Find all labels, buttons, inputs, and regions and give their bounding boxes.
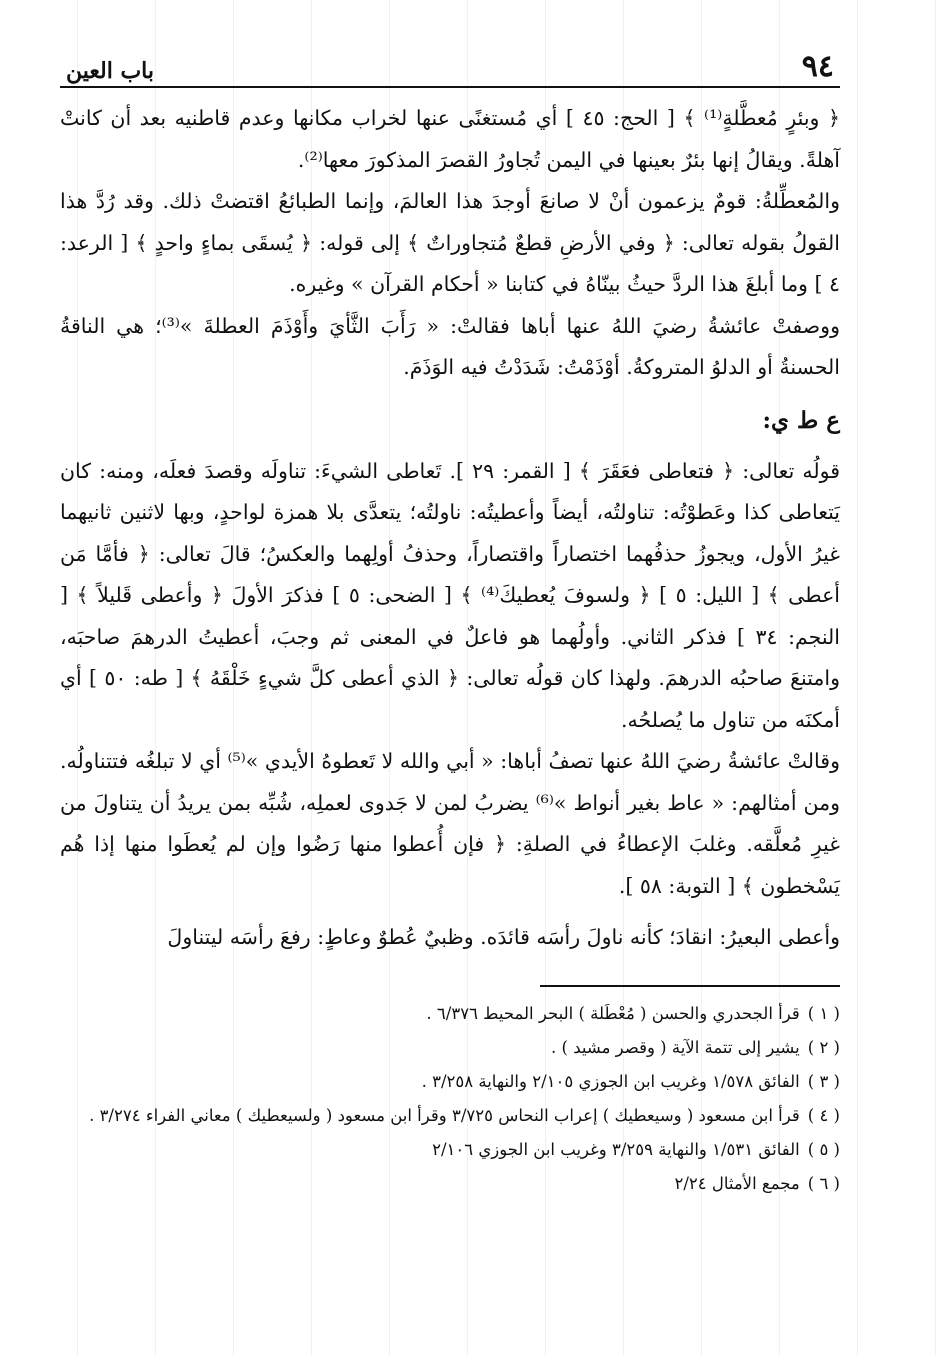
footnote-text: قرأ ابن مسعود ( وسيعطيك ) إعراب النحاس ٣/٧٢٥ وقرأ ابن مسعود ( ولسيعطيك ) معاني الفراء ٣/٢٧٤ . [89,1105,800,1125]
footnote-2 [60,1031,840,1065]
footnote-number: ( ١ ) [807,1003,840,1023]
paragraph-aisha-wasf: ووصفتْ عائشةُ رضيَ اللهُ عنها أباها فقالتْ: « رَأَبَ الثَّأيَ وأَوْذَمَ العطلةَ »⁽³⁾؛ هي الناقةُ الحسنةُ أو الدلوُ المتروكةُ. أوْذَمْتُ: شَدَدْتُ فيه الوَذَمَ. [60,313,840,379]
footnote-5 [60,1133,840,1167]
paragraph-gap [60,907,840,917]
footnotes [60,997,840,1201]
footnote-3 [60,1065,840,1099]
footnote-text: الفائق ١/٥٧٨ وغريب ابن الجوزي ٢/١٠٥ والنهاية ٣/٢٥٨ . [421,1071,800,1091]
footnote-number: ( ٤ ) [807,1105,840,1125]
footnote-text: الفائق ١/٥٣١ والنهاية ٣/٢٥٩ وغريب ابن الجوزي ٢/١٠٦ [432,1139,800,1159]
footnote-1 [60,997,840,1031]
paragraph-mutattala-bir: ﴿ وبئرٍ مُعطَّلةٍ⁽¹⁾ ﴾ [ الحج: ٤٥ ] أي مُستغنًى عنها لخراب مكانها وعدم قاطنيه بعد أن كانتْ آهلةً. ويقالُ إنها بئرٌ بعينها في اليمن تُجاورُ القصرَ المذكورَ معها⁽²⁾. [60,106,840,172]
chapter-title: باب العين [66,58,155,84]
footnote-text: قرأ الجحدري والحسن ( مُعْطَلة ) البحر المحيط ٦/٣٧٦ . [426,1003,800,1023]
page-number: ٩٤ [801,49,834,84]
document-page [60,40,840,1330]
page-body [60,98,840,1201]
paragraph-muattila: والمُعطِّلةُ: قومٌ يزعمون أنْ لا صانعَ أوجدَ هذا العالمَ، وإنما الطبائعُ اقتضتْ ذلك. وقد رُدَّ هذا القولُ بقوله تعالى: ﴿ وفي الأرضِ قطعٌ مُتجاوراتٌ ﴾ إلى قوله: ﴿ يُسقَى بماءٍ واحدٍ ﴾ [ الرعد: ٤ ] وما أبلغَ هذا الردَّ حيثُ بينّاهُ في كتابنا « أحكام القرآن » وغيره. [60,189,840,296]
root-heading: ع ط ي: [762,406,840,434]
footnote-number: ( ٦ ) [807,1173,840,1193]
footnote-text: يشير إلى تتمة الآية ( وقصر مشيد ) . [551,1037,800,1057]
footnote-6 [60,1167,840,1201]
paragraph-taata: قولُه تعالى: ﴿ فتعاطى فعَقَرَ ﴾ [ القمر: ٢٩ ]. تَعاطى الشيءَ: تناولَه وقصدَ فعلَه، ومنه: كان يَتعاطى كذا وعَطوْتُه: تناولتُه، أيضاً وأعطيتُه: ناولتُه؛ يتعدَّى بلا همزة لواحدٍ، وبها لاثنين ثانيهما غيرُ الأول، ويجوزُ حذفُهما اختصاراً واقتصاراً، وحذفُ أولِهما والعكسُ؛ قالَ تعالى: ﴿ فأمَّا مَن أعطى ﴾ [ الليل: ٥ ] ﴿ ولسوفَ يُعطيكَ⁽⁴⁾ ﴾ [ الضحى: ٥ ] فذكرَ الأولَ ﴿ وأعطى قَليلاً ﴾ [ النجم: ٣٤ ] فذكر الثاني. وأولُهما هو فاعلٌ في المعنى ثم وجبَ، أعطيتُ الدرهمَ صاحبَه، وامتنعَ صاحبُه الدرهمَ. ولهذا كان قولُه تعالى: ﴿ الذي أعطى كلَّ شيءٍ خَلْقَهُ ﴾ [ طه: ٥٠ ] أي أمكنَه من تناول ما يُصلحُه. [60,458,841,732]
paragraph-aisha-aba: وقالتْ عائشةُ رضيَ اللهُ عنها تصفُ أباها: « أبي والله لا تَعطوهُ الأيدي »⁽⁵⁾ أي لا تبلغُه فتتناولُه. ومن أمثالهم: « عاط بغير أنواط »⁽⁶⁾ يضربُ لمن لا جَدوى لعملِه، شُبِّه بمن يريدُ أن يتناولَ من غيرِ مُعلَّقه. وغلبَ الإعطاءُ في الصلةِ: ﴿ فإن أُعطوا منها رَضُوا وإن لم يُعطَوا منها إذا هُم يَسْخطون ﴾ [ التوبة: ٥٨ ]. [60,749,840,898]
footnote-4 [60,1099,840,1133]
footnote-divider [540,985,840,987]
footnote-number: ( ٥ ) [807,1139,840,1159]
footnote-text: مجمع الأمثال ٢/٢٤ [674,1173,800,1193]
footnote-number: ( ٢ ) [807,1037,840,1057]
page-header [60,40,840,88]
paragraph-aata-albaeer: وأعطى البعيرُ: انقادَ؛ كأنه ناولَ رأسَه قائدَه. وظبيٌ عُطوٌ وعاطٍ: رفعَ رأسَه ليتناولَ [167,925,840,949]
footnote-number: ( ٣ ) [807,1071,840,1091]
